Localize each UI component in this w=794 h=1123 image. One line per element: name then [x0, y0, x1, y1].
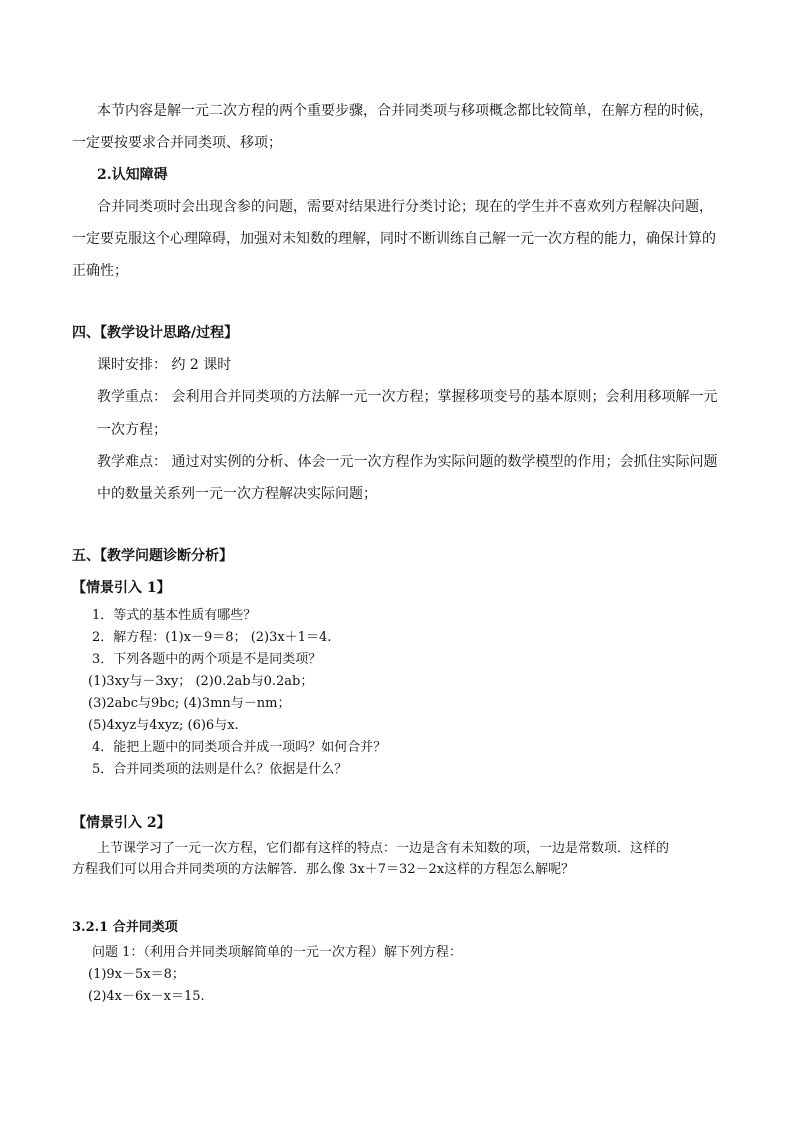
paragraph-line: 一定要克服这个心理障碍，加强对未知数的理解，同时不断训练自己解一元一次方程的能力，确保计算的: [72, 231, 716, 247]
equation-item: (1)9x－5x＝8；: [88, 967, 185, 982]
list-item: (5)4xyz与4xyz; (6)6与x.: [88, 718, 239, 733]
list-item: 2．解方程：(1)x－9＝8； (2)3x＋1＝4.: [92, 630, 332, 645]
paragraph-line: 正确性；: [72, 263, 128, 279]
list-item: (1)3xy与－3xy； (2)0.2ab与0.2ab；: [88, 674, 314, 689]
list-item: 5．合并同类项的法则是什么？依据是什么？: [92, 762, 348, 777]
paragraph-line: 本节内容是解一元二次方程的两个重要步骤，合并同类项与移项概念都比较简单，在解方程的时候，: [97, 103, 713, 119]
paragraph-line: 方程我们可以用合并同类项的方法解答．那么像 3x＋7＝32－2x这样的方程怎么解呢？: [72, 862, 575, 877]
section-heading: 五、【教学问题诊断分析】: [72, 548, 233, 564]
list-item: (3)2abc与9bc; (4)3mn与－nm；: [88, 696, 291, 711]
list-item: 1．等式的基本性质有哪些？: [92, 608, 257, 623]
paragraph-line: 中的数量关系列一元一次方程解决实际问题；: [97, 486, 377, 502]
paragraph-line: 上节课学习了一元一次方程，它们都有这样的特点：一边是含有未知数的项，一边是常数项．这样的: [97, 841, 670, 856]
paragraph-line: 课时安排： 约 2 课时: [97, 357, 232, 373]
subheading: 2.认知障碍: [97, 167, 168, 183]
paragraph-line: 一次方程；: [97, 422, 167, 438]
paragraph-line: 教学难点： 通过对实例的分析、体会一元一次方程作为实际问题的数学模型的作用；会抓住实际问题: [97, 454, 718, 470]
subheading: 【情景引入 2】: [72, 815, 171, 831]
list-item: 3．下列各题中的两个项是不是同类项？: [92, 652, 322, 667]
paragraph-line: 合并同类项时会出现含参的问题，需要对结果进行分类讨论；现在的学生并不喜欢列方程解决问题，: [97, 199, 713, 215]
subheading: 【情景引入 1】: [72, 580, 171, 596]
paragraph-line: 教学重点： 会利用合并同类项的方法解一元一次方程；掌握移项变号的基本原则；会利用移项解一元: [97, 389, 718, 405]
problem-statement: 问题 1：（利用合并同类项解简单的一元一次方程）解下列方程：: [92, 945, 462, 960]
section-heading: 四、【教学设计思路/过程】: [72, 325, 239, 341]
list-item: 4．能把上题中的同类项合并成一项吗？如何合并？: [92, 740, 387, 755]
paragraph-line: 一定要按要求合并同类项、移项；: [72, 135, 282, 151]
section-heading: 3.2.1 合并同类项: [72, 920, 178, 935]
equation-item: (2)4x－6x－x＝15.: [88, 989, 205, 1004]
